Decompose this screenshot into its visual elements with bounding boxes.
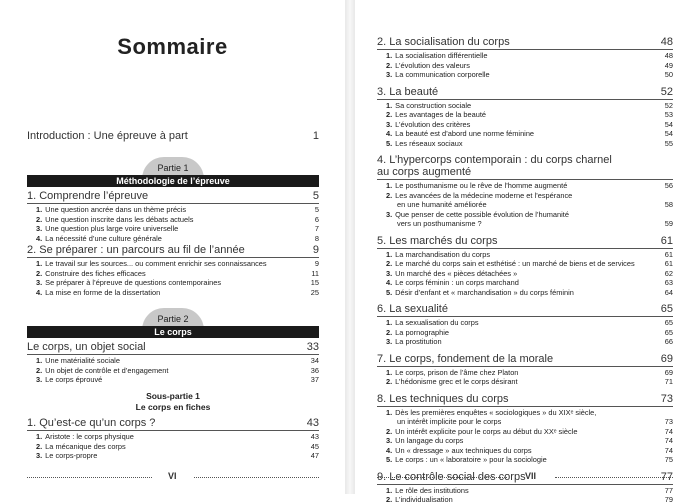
toc-subentry-number: 2. — [36, 214, 43, 224]
toc-subentry-text: La beauté est d’abord une norme féminine — [395, 129, 535, 138]
toc-chapter-page: 61 — [660, 234, 673, 247]
toc-subentry-label — [36, 366, 305, 375]
toc-subentry-label — [386, 191, 673, 200]
toc-chapter-label: 2. Se préparer : un parcours au fil de l’année — [27, 244, 245, 256]
toc-subentry-label — [386, 368, 659, 377]
toc-subentry-label — [386, 337, 659, 346]
toc-subentry-label — [386, 181, 659, 190]
toc-subentry-label — [386, 269, 659, 278]
chapter-rule — [27, 430, 319, 431]
toc-subentry-page: 37 — [310, 375, 319, 385]
toc-subentry-page: 7 — [314, 224, 319, 234]
toc-subentry[interactable] — [36, 442, 319, 451]
toc-chapter-label: 1. Qu’est-ce qu’un corps ? — [27, 417, 156, 429]
toc-subentry[interactable] — [36, 278, 319, 287]
toc-subentry-text: Les avantages de la beauté — [395, 110, 486, 119]
toc-subentry-number: 3. — [386, 436, 393, 445]
toc-chapter-page: 33 — [306, 341, 319, 353]
toc-subentry[interactable] — [36, 259, 319, 268]
toc-subentry-page: 63 — [664, 278, 673, 287]
toc-subentry-text: Le travail sur les sources... ou comment enrichir ses connaissances — [45, 259, 267, 268]
toc-subentry-text: Un marché des « pièces détachées » — [395, 268, 518, 278]
toc-subentry-page: 71 — [664, 377, 673, 386]
toc-subentry-page: 74 — [664, 426, 673, 436]
toc-subentry-label — [386, 436, 659, 445]
partie-label: Partie 2 — [157, 314, 189, 324]
toc-subentry-page: 25 — [310, 287, 319, 297]
toc-subentry-label — [386, 120, 659, 129]
toc-subentry-continued[interactable] — [397, 200, 673, 209]
toc-subentry[interactable] — [386, 446, 673, 455]
toc-subentry[interactable] — [386, 120, 673, 129]
toc-subentry-label — [36, 356, 305, 365]
toc-subentry-text: Une question plus large voire universelle — [45, 224, 179, 234]
toc-subentry-page: 62 — [664, 268, 673, 278]
toc-subentry-number: 1. — [36, 356, 43, 365]
toc-subentry-label — [36, 442, 305, 451]
toc-subentry-page: 54 — [664, 119, 673, 129]
toc-subentry-page: 52 — [664, 100, 673, 110]
toc-subentry-number: 1. — [386, 51, 393, 60]
toc-subentry-label — [386, 446, 659, 455]
toc-subentry-number: 4. — [36, 233, 43, 243]
toc-subentry-text: Le rôle des institutions — [395, 485, 469, 495]
toc-subentry[interactable] — [386, 427, 673, 436]
toc-subentry-label — [386, 495, 659, 504]
toc-subentry-page: 77 — [664, 485, 673, 495]
toc-subentry-label — [386, 129, 659, 138]
toc-subentry-number: 2. — [386, 60, 393, 70]
toc-subentry-text: L’évolution des critères — [395, 119, 471, 129]
toc-chapter-label: Le corps, un objet social — [27, 341, 146, 353]
toc-subentry-label — [36, 269, 305, 278]
toc-subentry[interactable] — [386, 486, 673, 495]
toc-subentry-number: 4. — [36, 287, 43, 297]
chapter-rule — [27, 203, 319, 204]
toc-chapter-label: 6. La sexualité — [377, 303, 448, 315]
right-page — [355, 0, 700, 504]
toc-subentry-text: Un objet de contrôle et d’engagement — [45, 365, 169, 375]
toc-subentry-number: 3. — [386, 119, 393, 129]
toc-subentry-text: vers un posthumanisme ? — [397, 219, 482, 228]
toc-subentry-page: 65 — [664, 318, 673, 327]
toc-subentry-text: Le corps éprouvé — [45, 375, 103, 385]
toc-entry-introduction[interactable] — [27, 130, 319, 142]
toc-subentry[interactable] — [386, 259, 673, 268]
footer-dotted-line — [555, 477, 673, 478]
toc-subentry-page: 74 — [664, 436, 673, 445]
toc-subentry-label — [386, 427, 659, 436]
toc-subentry-page: 79 — [664, 495, 673, 504]
toc-subentry-text: La nécessité d’une culture générale — [45, 233, 162, 243]
toc-subentry-number: 1. — [36, 205, 43, 214]
toc-subentry-label — [36, 432, 305, 441]
chapter-rule — [377, 49, 673, 50]
footer-dotted-line — [194, 477, 319, 478]
toc-subentry-page: 45 — [310, 441, 319, 451]
toc-chapter[interactable] — [27, 417, 319, 429]
toc-subentry-page: 64 — [664, 287, 673, 297]
toc-subentry[interactable] — [386, 110, 673, 119]
chapter-rule — [27, 354, 319, 355]
toc-subentry-page: 48 — [664, 51, 673, 60]
toc-chapter[interactable] — [377, 36, 673, 48]
toc-subentry-page: 66 — [664, 337, 673, 346]
toc-subentry-number: 1. — [386, 407, 393, 417]
toc-subentry[interactable] — [386, 61, 673, 70]
toc-subentry-number: 1. — [386, 181, 393, 190]
toc-subentry-continued[interactable] — [397, 417, 673, 426]
toc-subentry-number: 1. — [36, 432, 43, 441]
toc-subentry-continued[interactable] — [397, 219, 673, 228]
toc-chapter[interactable] — [377, 235, 673, 247]
toc-subentry-page: 5 — [314, 205, 319, 214]
toc-subentry[interactable] — [36, 224, 319, 233]
toc-subentry[interactable] — [386, 269, 673, 278]
toc-subentry-number: 3. — [386, 268, 393, 278]
toc-subentry-label — [386, 250, 659, 259]
toc-chapter-page: 73 — [660, 392, 673, 405]
toc-chapter-page: 69 — [660, 352, 673, 365]
toc-subentry-text: Le corps-propre — [45, 451, 98, 461]
toc-subentry[interactable] — [386, 328, 673, 337]
toc-subentry-label — [386, 259, 659, 268]
chapter-rule — [377, 316, 673, 317]
toc-subentry-text: La mise en forme de la dissertation — [45, 287, 161, 297]
toc-subentry-number: 5. — [386, 138, 393, 148]
toc-subentry-page: 34 — [310, 356, 319, 365]
toc-subentry[interactable] — [386, 51, 673, 60]
toc-subentry-text: Sa construction sociale — [395, 100, 472, 110]
toc-subentry-text: en une humanité améliorée — [397, 200, 487, 209]
toc-subentry-text: L’hédonisme grec et le corps désirant — [395, 377, 518, 386]
toc-subentry-text: Que penser de cette possible évolution de l’humanité — [395, 209, 569, 219]
toc-subentry-page: 74 — [664, 445, 673, 455]
toc-subentry-text: Aristote : le corps physique — [45, 432, 134, 441]
toc-subentry-label — [36, 451, 305, 460]
toc-subentry-page: 58 — [664, 200, 673, 209]
toc-subentry-page: 75 — [664, 455, 673, 464]
toc-chapter[interactable] — [27, 190, 319, 202]
toc-subentry-label — [386, 318, 659, 327]
toc-subentry-label — [386, 328, 659, 337]
toc-subentry-label — [36, 215, 305, 224]
toc-subentry-page: 36 — [310, 365, 319, 375]
toc-subentry[interactable] — [36, 375, 319, 384]
toc-subentry[interactable] — [36, 366, 319, 375]
toc-subentry-page: 54 — [664, 129, 673, 138]
toc-subentry-page: 59 — [664, 219, 673, 228]
toc-subentry-label — [386, 110, 659, 119]
toc-chapter[interactable] — [27, 341, 319, 353]
toc-chapter[interactable] — [377, 154, 673, 166]
toc-subentry[interactable] — [36, 356, 319, 365]
toc-subentry-label — [386, 70, 659, 79]
toc-subentry[interactable] — [386, 495, 673, 504]
chapter-rule — [377, 484, 673, 485]
toc-subentry-page: 65 — [664, 327, 673, 337]
toc-chapter-label: 4. L’hypercorps contemporain : du corps charnel — [377, 154, 612, 166]
toc-subentry-page: 43 — [310, 432, 319, 441]
toc-subentry-label — [386, 51, 659, 60]
toc-subentry[interactable] — [386, 436, 673, 445]
toc-subentry-page: 69 — [664, 367, 673, 377]
toc-subentry-number: 3. — [36, 451, 43, 461]
partie-2-header — [27, 308, 319, 340]
toc-subentry[interactable] — [386, 368, 673, 377]
toc-subentry-text: L’évolution des valeurs — [395, 60, 470, 70]
toc-subentry-page: 15 — [310, 278, 319, 288]
toc-subentry[interactable] — [36, 205, 319, 214]
toc-subentry-page: 56 — [664, 181, 673, 190]
toc-subentry-label — [36, 259, 305, 268]
toc-subentry-text: La sexualisation du corps — [395, 318, 479, 327]
toc-subentry-text: Une matérialité sociale — [45, 356, 120, 365]
toc-chapter-page: 48 — [660, 36, 673, 48]
chapter-rule — [377, 366, 673, 367]
chapter-rule — [377, 179, 673, 180]
partie-title-bar: Le corps — [27, 326, 319, 338]
toc-subentry-number: 2. — [36, 441, 43, 451]
toc-subentry-number: 4. — [386, 278, 393, 287]
toc-subentry-text: La marchandisation du corps — [395, 249, 491, 259]
toc-subentry-label — [386, 139, 659, 148]
toc-subentry-number: 2. — [386, 495, 393, 504]
toc-chapter-label: 2. La socialisation du corps — [377, 36, 510, 48]
toc-subentry-text: Un intérêt explicite pour le corps au début du XXᵉ siècle — [395, 426, 578, 436]
toc-subentry-label — [386, 408, 673, 417]
toc-chapter-page: 52 — [660, 85, 673, 98]
page-title: Sommaire — [117, 34, 228, 59]
toc-subentry-number: 2. — [386, 377, 393, 386]
partie-1-header — [27, 157, 319, 189]
toc-subentry-page: 50 — [664, 70, 673, 79]
toc-subentry[interactable] — [386, 318, 673, 327]
toc-subentry-label — [386, 455, 659, 464]
toc-subentry-text: Une question inscrite dans les débats actuels — [45, 214, 194, 224]
toc-subentry-label — [36, 375, 305, 384]
toc-subentry-label — [386, 288, 659, 297]
toc-chapter-page: 43 — [306, 417, 319, 429]
toc-subentry-page: 47 — [310, 451, 319, 461]
toc-chapter-label: 7. Le corps, fondement de la morale — [377, 352, 554, 365]
toc-subentry-number: 1. — [36, 259, 43, 268]
toc-subentry-text: Les réseaux sociaux — [395, 138, 463, 148]
toc-subentry-text: Un « dressage » aux techniques du corps — [395, 445, 532, 455]
toc-subentry[interactable] — [386, 181, 673, 190]
toc-subentry-page: 8 — [314, 233, 319, 243]
toc-subentry-text: Le corps féminin : un corps marchand — [395, 278, 519, 287]
toc-chapter-label: 1. Comprendre l’épreuve — [27, 190, 149, 202]
sous-partie-label: Sous-partie 1 — [146, 391, 200, 401]
toc-subentry[interactable] — [386, 101, 673, 110]
toc-subentry[interactable] — [386, 408, 673, 417]
toc-subentry-number: 2. — [36, 365, 43, 375]
toc-subentry[interactable] — [386, 129, 673, 138]
toc-subentry-label — [386, 486, 659, 495]
toc-subentry[interactable] — [386, 70, 673, 79]
toc-subentry-number: 2. — [386, 110, 393, 119]
toc-chapter[interactable] — [377, 393, 673, 405]
toc-subentry[interactable] — [36, 288, 319, 297]
toc-chapter[interactable] — [377, 86, 673, 98]
toc-chapter-label: 5. Les marchés du corps — [377, 234, 498, 247]
footer-dotted-line — [27, 477, 152, 478]
toc-subentry-number: 3. — [386, 209, 393, 219]
toc-chapter[interactable] — [27, 244, 319, 256]
toc-subentry-number: 2. — [386, 259, 393, 268]
toc-subentry[interactable] — [386, 337, 673, 346]
toc-subentry-number: 4. — [386, 129, 393, 138]
toc-chapter[interactable] — [377, 353, 673, 365]
toc-chapter-label: 8. Les techniques du corps — [377, 392, 509, 405]
toc-chapter-page: 77 — [660, 470, 673, 483]
toc-subentry[interactable] — [36, 451, 319, 460]
toc-subentry-text: L’individualisation — [395, 495, 453, 504]
toc-subentry[interactable] — [386, 377, 673, 386]
toc-subentry-page: 9 — [314, 259, 319, 268]
toc-subentry[interactable] — [36, 269, 319, 278]
toc-subentry-text: La pornographie — [395, 327, 450, 337]
toc-entry-label: Introduction : Une épreuve à part — [27, 130, 188, 142]
toc-subentry-text: Le posthumanisme ou le rêve de l’homme augmenté — [395, 181, 568, 190]
toc-subentry-text: Le marché du corps sain et esthétisé : un marché de biens et de services — [395, 259, 635, 268]
toc-subentry[interactable] — [36, 215, 319, 224]
partie-label: Partie 1 — [157, 163, 189, 173]
toc-subentry-number: 1. — [386, 249, 393, 259]
toc-subentry[interactable] — [36, 432, 319, 441]
toc-chapter-label: 9. Le contrôle social des corps — [377, 470, 526, 483]
toc-subentry-text: Une question ancrée dans un thème précis — [45, 205, 187, 214]
partie-title-bar: Méthodologie de l’épreuve — [27, 175, 319, 187]
toc-subentry-page: 6 — [314, 214, 319, 224]
toc-subentry-number: 2. — [386, 190, 393, 200]
page-number: VII — [525, 471, 537, 481]
toc-subentry-label — [386, 101, 659, 110]
toc-subentry-label — [386, 61, 659, 70]
toc-subentry-number: 2. — [386, 327, 393, 337]
toc-subentry[interactable] — [386, 139, 673, 148]
toc-entry-page: 1 — [312, 130, 319, 142]
toc-subentry-text: La mécanique des corps — [45, 441, 126, 451]
toc-subentry[interactable] — [386, 455, 673, 464]
toc-subentry-number: 2. — [36, 268, 43, 278]
toc-subentry-number: 1. — [386, 367, 393, 377]
toc-subentry-text: Construire des fiches efficaces — [45, 268, 146, 278]
toc-subentry-page: 61 — [664, 259, 673, 268]
left-page — [0, 0, 345, 494]
toc-subentry-label — [36, 224, 305, 233]
chapter-rule — [27, 257, 319, 258]
chapter-rule — [377, 248, 673, 249]
page-number: VI — [168, 471, 177, 481]
toc-chapter-label: 3. La beauté — [377, 85, 439, 98]
toc-subentry-label — [36, 278, 305, 287]
toc-subentry-number: 2. — [386, 426, 393, 436]
toc-subentry-number: 1. — [386, 100, 393, 110]
sous-partie-header — [27, 391, 319, 413]
toc-subentry-text: Le corps, prison de l’âme chez Platon — [395, 367, 519, 377]
toc-subentry-number: 3. — [386, 337, 393, 346]
toc-subentry-text: Les avancées de la médecine moderne et l’espérance — [395, 190, 573, 200]
toc-subentry-text: La socialisation différentielle — [395, 51, 488, 60]
toc-subentry-label — [36, 288, 305, 297]
toc-subentry-page: 73 — [664, 417, 673, 426]
toc-subentry[interactable] — [386, 210, 673, 219]
toc-subentry-number: 1. — [386, 485, 393, 495]
toc-subentry[interactable] — [386, 191, 673, 200]
toc-subentry-number: 4. — [386, 445, 393, 455]
toc-subentry[interactable] — [36, 234, 319, 243]
toc-subentry-page: 61 — [664, 249, 673, 259]
toc-chapter-page: 65 — [660, 303, 673, 315]
toc-subentry-label — [386, 278, 659, 287]
footer-dotted-line — [377, 477, 507, 478]
toc-subentry-label — [386, 210, 673, 219]
chapter-rule — [377, 406, 673, 407]
toc-subentry[interactable] — [386, 288, 673, 297]
toc-subentry-text: La prostitution — [395, 337, 442, 346]
toc-subentry-label — [386, 377, 659, 386]
toc-chapter-page: 9 — [312, 244, 319, 256]
toc-subentry-number: 5. — [386, 455, 393, 464]
toc-subentry-text: Se préparer à l’épreuve de questions contemporaines — [45, 278, 222, 288]
toc-subentry-text: Désir d’enfant et « marchandisation » du corps féminin — [395, 287, 574, 297]
toc-subentry-text: Dès les premières enquêtes « sociologiques » du XIXᵉ siècle, — [395, 407, 597, 417]
toc-subentry-page: 55 — [664, 138, 673, 148]
toc-subentry-number: 5. — [386, 287, 393, 297]
toc-subentry-text: un intérêt implicite pour le corps — [397, 417, 502, 426]
toc-subentry[interactable] — [386, 250, 673, 259]
toc-subentry-number: 3. — [36, 278, 43, 288]
toc-chapter-label: au corps augmenté — [377, 166, 472, 178]
toc-chapter[interactable] — [377, 303, 673, 315]
toc-chapter-page: 5 — [312, 190, 319, 202]
toc-subentry-page: 53 — [664, 110, 673, 119]
toc-subentry-label — [36, 234, 305, 243]
toc-subentry-page: 11 — [311, 268, 319, 278]
chapter-rule — [377, 99, 673, 100]
toc-subentry-number: 3. — [36, 224, 43, 234]
toc-subentry-number: 3. — [386, 70, 393, 79]
toc-chapter-continued[interactable] — [377, 166, 673, 178]
sous-partie-title: Le corps en fiches — [135, 402, 211, 412]
book-gutter — [345, 0, 355, 494]
toc-subentry-text: La communication corporelle — [395, 70, 490, 79]
toc-subentry-text: Le corps : un « laboratoire » pour la sociologie — [395, 455, 547, 464]
toc-subentry-number: 1. — [386, 318, 393, 327]
toc-subentry[interactable] — [386, 278, 673, 287]
toc-subentry-number: 3. — [36, 375, 43, 385]
toc-subentry-text: Un langage du corps — [395, 436, 464, 445]
toc-subentry-label — [36, 205, 305, 214]
toc-subentry-page: 49 — [664, 60, 673, 70]
